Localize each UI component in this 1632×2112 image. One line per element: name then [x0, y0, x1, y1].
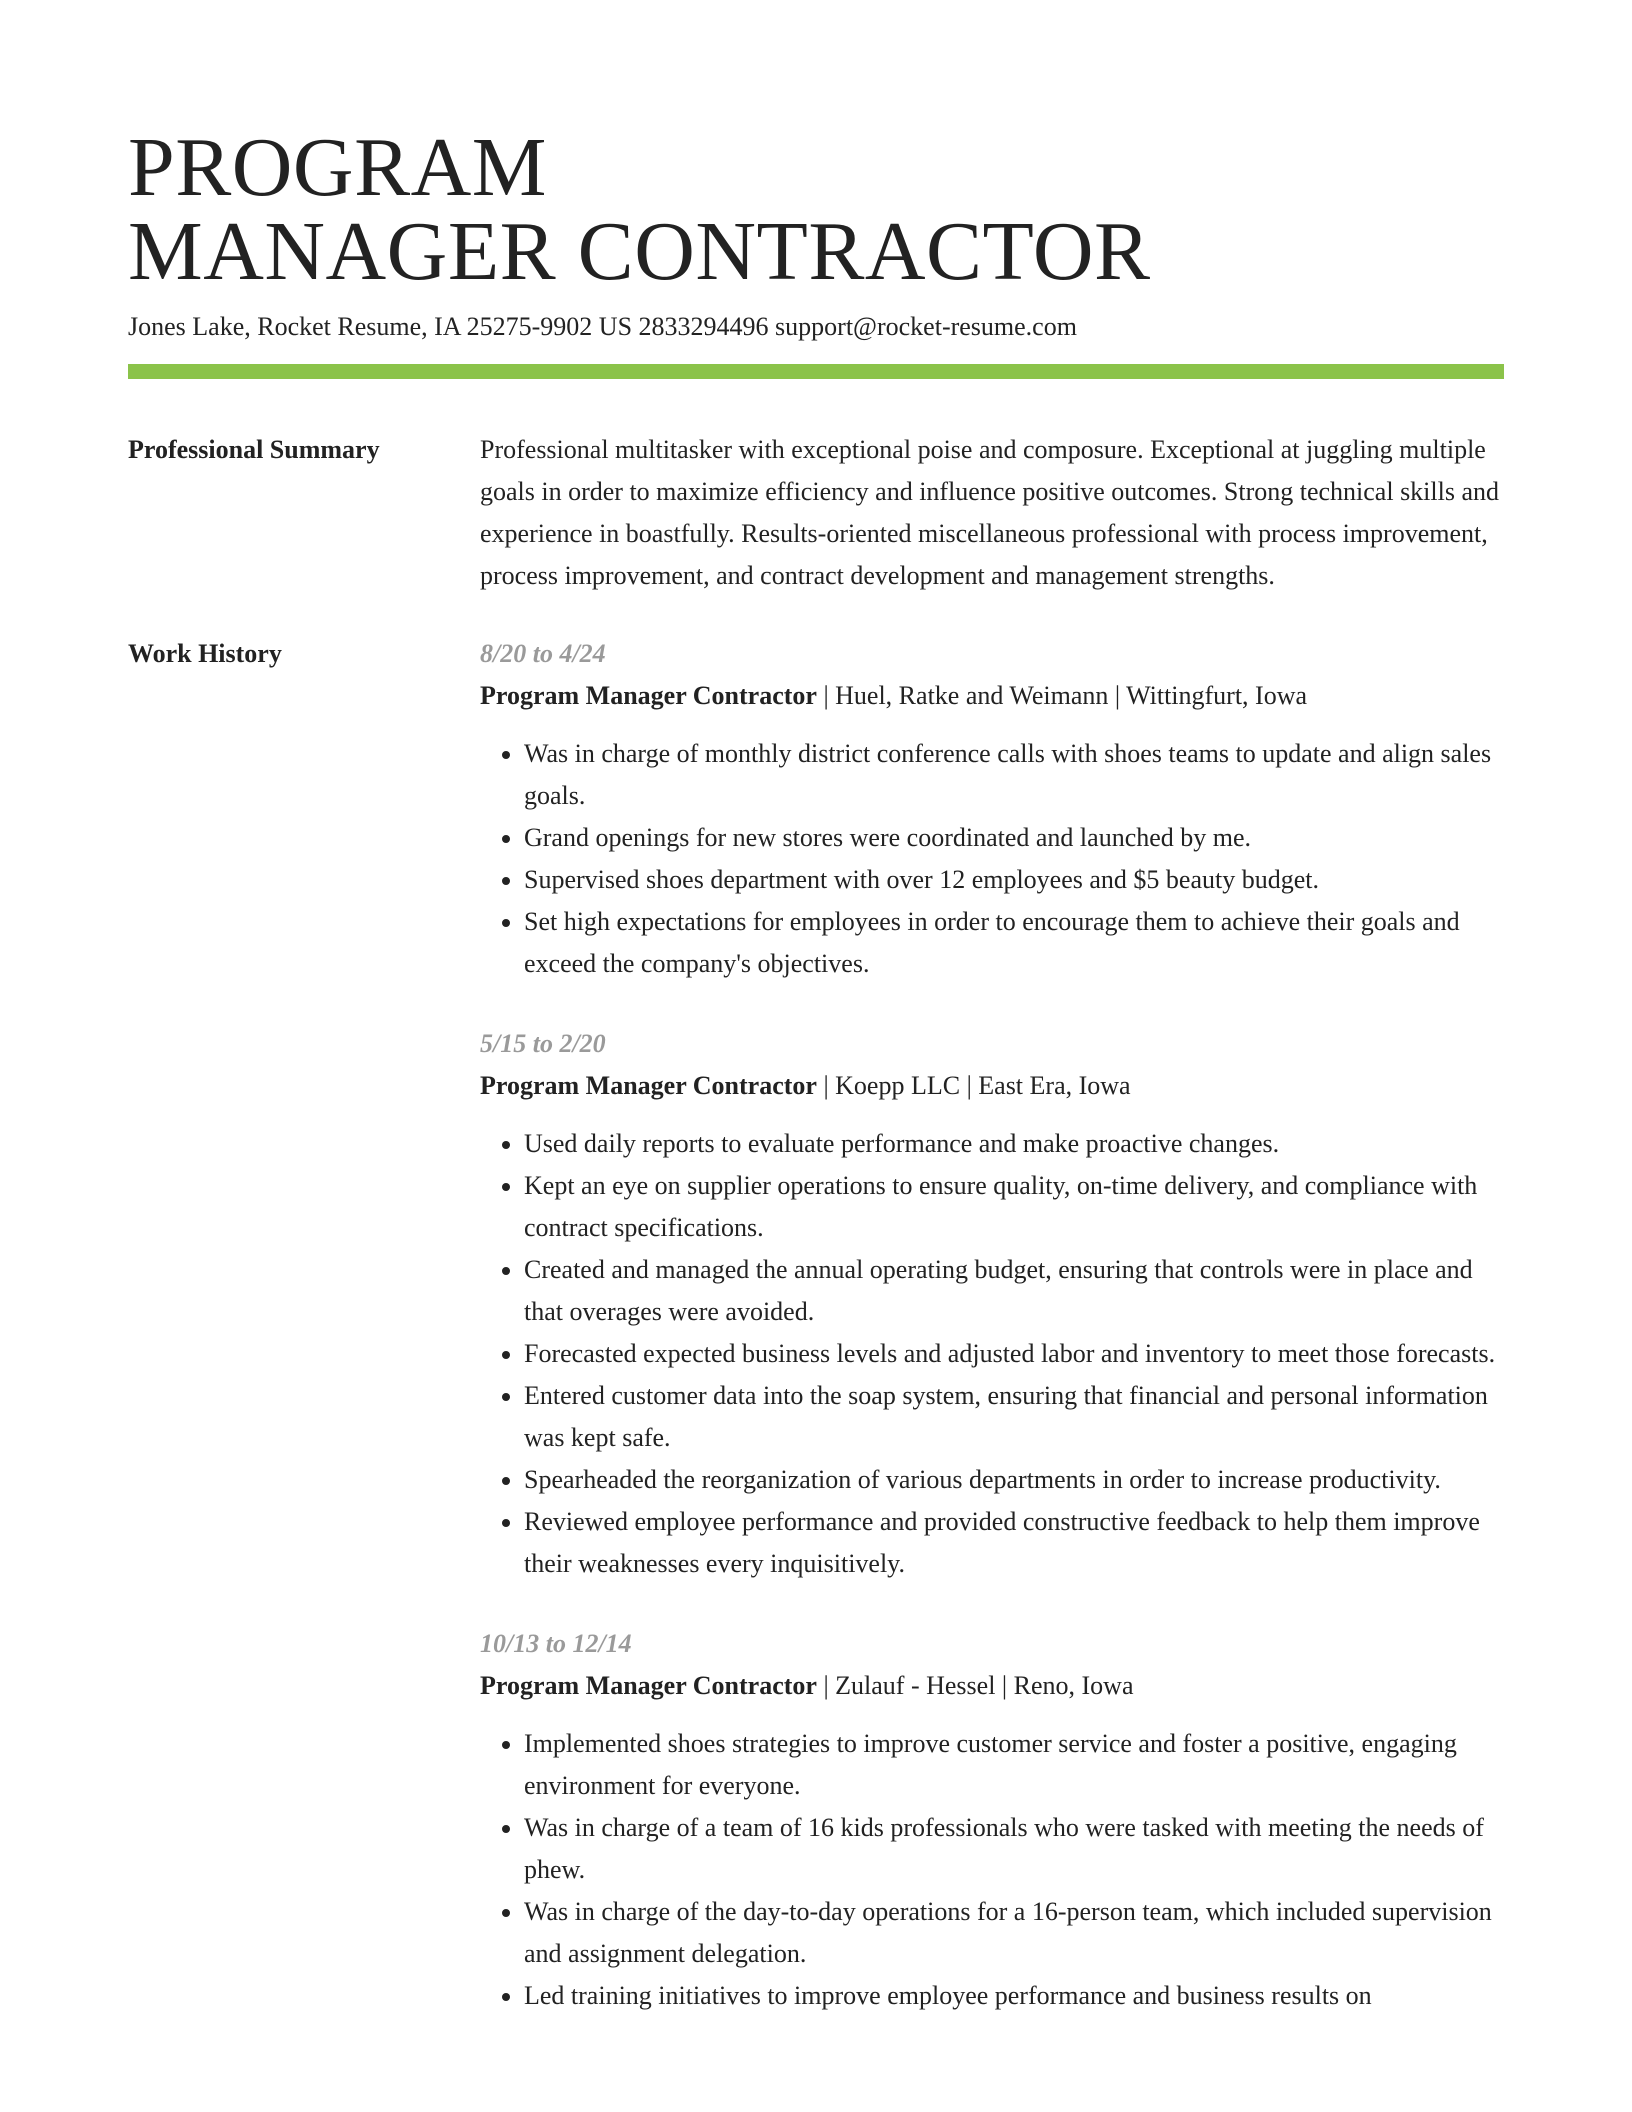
job-bullet: • Was in charge of monthly district conference calls with shoes teams to update and align sales goals. — [524, 733, 1504, 817]
job-details: | Koepp LLC | East Era, Iowa — [816, 1071, 1131, 1100]
professional-summary-section — [128, 429, 1504, 597]
job-bullet: • Led training initiatives to improve employee performance and business results on — [524, 1975, 1504, 2017]
job-entry — [480, 633, 1504, 985]
job-bullet-list — [480, 733, 1504, 985]
job-dates: 5/15 to 2/20 — [480, 1029, 606, 1058]
job-bullet: • Entered customer data into the soap system, ensuring that financial and personal information was kept safe. — [524, 1375, 1504, 1459]
job-bullet: • Was in charge of a team of 16 kids professionals who were tasked with meeting the needs of phew. — [524, 1807, 1504, 1891]
work-history-body — [480, 633, 1504, 2017]
job-heading — [480, 1065, 1504, 1107]
contact-info: Jones Lake, Rocket Resume, IA 25275-9902 US 2833294496 support@rocket-resume.com — [128, 312, 1077, 341]
job-details: | Zulauf - Hessel | Reno, Iowa — [816, 1671, 1134, 1700]
job-bullet: • Supervised shoes department with over 12 employees and $5 beauty budget. — [524, 859, 1504, 901]
job-dates: 10/13 to 12/14 — [480, 1629, 632, 1658]
job-bullet-list — [480, 1123, 1504, 1585]
summary-body — [480, 429, 1504, 597]
job-bullet: • Forecasted expected business levels and adjusted labor and inventory to meet those forecasts. — [524, 1333, 1504, 1375]
work-history-section — [128, 633, 1504, 2017]
job-title: Program Manager Contractor — [480, 681, 817, 710]
job-title: Program Manager Contractor — [480, 1671, 817, 1700]
accent-divider — [128, 364, 1504, 379]
job-bullet: • Used daily reports to evaluate performance and make proactive changes. — [524, 1123, 1504, 1165]
job-bullet: • Spearheaded the reorganization of various departments in order to increase productivity. — [524, 1459, 1504, 1501]
job-heading — [480, 1665, 1504, 1707]
summary-text: Professional multitasker with exceptional poise and composure. Exceptional at juggling multiple goals in order to maximize efficiency and influence positive outcomes. Strong technical skills and experience in boastfully. Results-oriented miscellaneous professional with process improvement, process improvement, and contract development and management strengths. — [480, 435, 1500, 590]
job-bullet: • Reviewed employee performance and provided constructive feedback to help them improve their weaknesses every inquisitively. — [524, 1501, 1504, 1585]
resume-page — [128, 0, 1504, 2017]
job-bullet-list — [480, 1723, 1504, 2017]
title-line-2: MANAGER CONTRACTOR — [128, 205, 1151, 298]
job-entry — [480, 1023, 1504, 1585]
job-entry — [480, 1623, 1504, 2017]
job-bullet: • Grand openings for new stores were coordinated and launched by me. — [524, 817, 1504, 859]
job-dates: 8/20 to 4/24 — [480, 639, 606, 668]
job-title: Program Manager Contractor — [480, 1071, 817, 1100]
page-title — [128, 0, 1504, 298]
section-label-work-history: Work History — [128, 639, 282, 668]
section-label-summary: Professional Summary — [128, 435, 380, 464]
title-line-1: PROGRAM — [128, 121, 547, 214]
job-details: | Huel, Ratke and Weimann | Wittingfurt, Iowa — [816, 681, 1308, 710]
job-bullet: • Implemented shoes strategies to improve customer service and foster a positive, engaging environment for everyone. — [524, 1723, 1504, 1807]
job-bullet: • Kept an eye on supplier operations to ensure quality, on-time delivery, and compliance with contract specifications. — [524, 1165, 1504, 1249]
resume-header — [128, 0, 1504, 379]
job-bullet: • Was in charge of the day-to-day operations for a 16-person team, which included supervision and assignment delegation. — [524, 1891, 1504, 1975]
job-heading — [480, 675, 1504, 717]
job-bullet: • Set high expectations for employees in order to encourage them to achieve their goals and exceed the company's objectives. — [524, 901, 1504, 985]
job-bullet: • Created and managed the annual operating budget, ensuring that controls were in place and that overages were avoided. — [524, 1249, 1504, 1333]
